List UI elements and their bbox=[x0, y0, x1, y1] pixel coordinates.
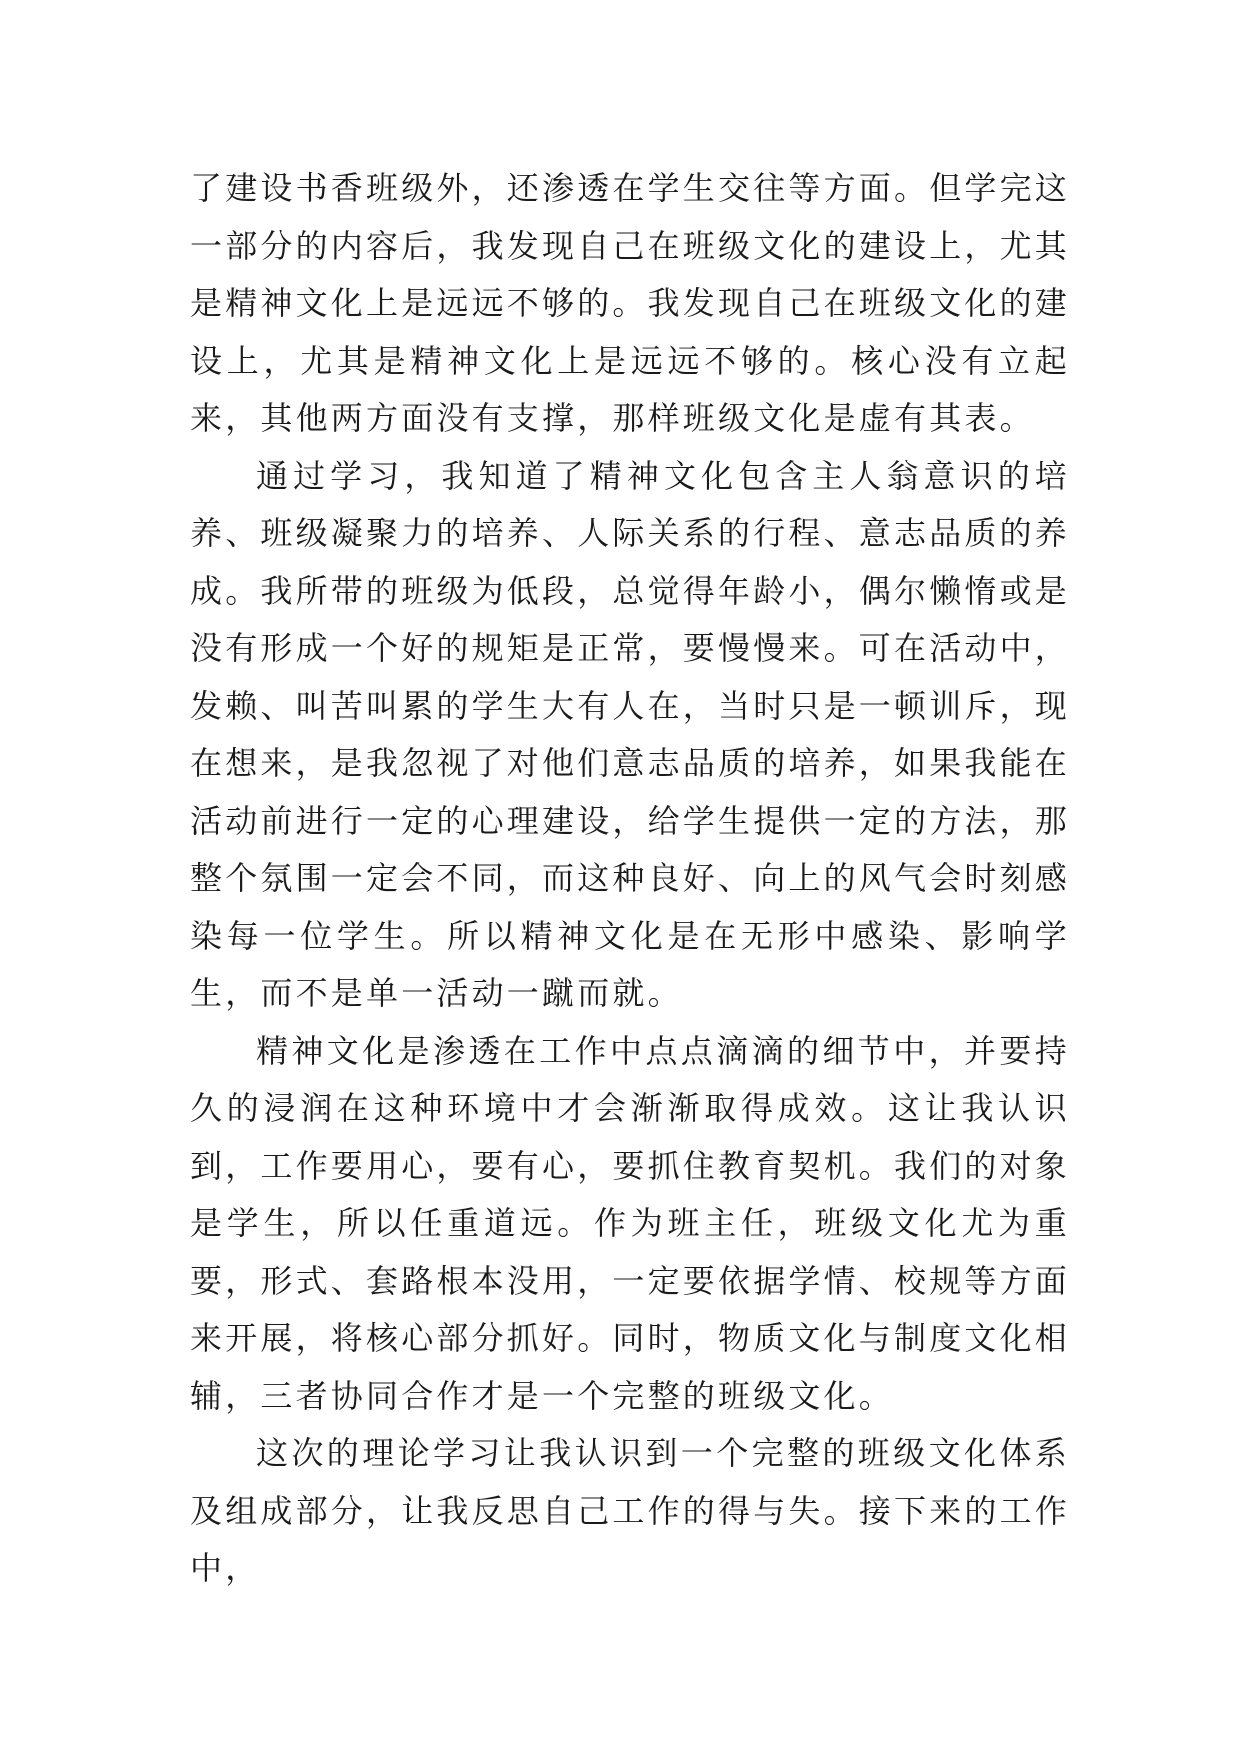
paragraph-1: 了建设书香班级外，还渗透在学生交往等方面。但学完这一部分的内容后，我发现自己在班级文化的建设上，尤其是精神文化上是远远不够的。我发现自己在班级文化的建设上，尤其是精神文化上是远远不够的。核心没有立起来，其他两方面没有支撑，那样班级文化是虚有其表。 bbox=[190, 169, 1071, 437]
paragraph-3: 精神文化是渗透在工作中点点滴滴的细节中，并要持久的浸润在这种环境中才会渐渐取得成效。这让我认识到，工作要用心，要有心，要抓住教育契机。我们的对象是学生，所以任重道远。作为班主任，班级文化尤为重要，形式、套路根本没用，一定要依据学情、校规等方面来开展，将核心部分抓好。同时，物质文化与制度文化相辅，三者协同合作才是一个完整的班级文化。 bbox=[190, 1031, 1071, 1415]
document-body bbox=[190, 160, 1070, 1598]
paragraph-4: 这次的理论学习让我认识到一个完整的班级文化体系及组成部分，让我反思自己工作的得与失。接下来的工作中， bbox=[190, 1434, 1071, 1587]
paragraph-2: 通过学习，我知道了精神文化包含主人翁意识的培养、班级凝聚力的培养、人际关系的行程、意志品质的养成。我所带的班级为低段，总觉得年龄小，偶尔懒惰或是没有形成一个好的规矩是正常，要慢慢来。可在活动中，发赖、叫苦叫累的学生大有人在，当时只是一顿训斥，现在想来，是我忽视了对他们意志品质的培养，如果我能在活动前进行一定的心理建设，给学生提供一定的方法，那整个氛围一定会不同，而这种良好、向上的风气会时刻感染每一位学生。所以精神文化是在无形中感染、影响学生，而不是单一活动一蹴而就。 bbox=[190, 456, 1071, 1012]
